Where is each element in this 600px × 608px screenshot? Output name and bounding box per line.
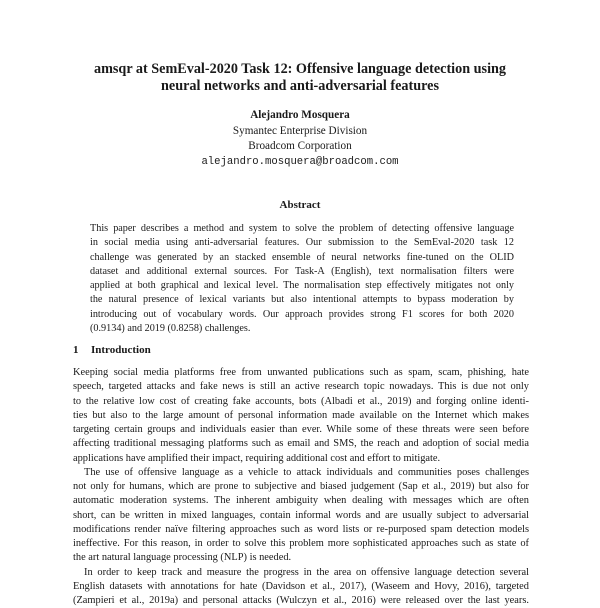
affiliation-company: Broadcom Corporation [248, 140, 352, 152]
title-line-2: neural networks and anti-adversarial features [161, 78, 439, 94]
paper-title [60, 61, 540, 95]
intro-line: affecting traditional messaging platforms such as email and SMS, the reach and adoption of social media [73, 438, 529, 450]
intro-line: ties but also to the large amount of personal information made available on the Internet which makes [73, 409, 529, 421]
abstract-line: (0.9134) and 2019 (0.8258) challenges. [90, 322, 251, 334]
abstract-line: introducing out of vocabulary words. Our approach provides strong F1 scores for both 2020 [90, 308, 514, 320]
intro-line: the art natural language processing (NLP) is needed. [73, 552, 292, 564]
section-heading-introduction [73, 344, 151, 356]
author-name: Alejandro Mosquera [250, 109, 350, 121]
affiliation-division: Symantec Enterprise Division [232, 124, 368, 137]
author-block [100, 108, 500, 170]
intro-line: automatic moderation systems. The inherent ambiguity when dealing with messages which are often [73, 495, 529, 507]
abstract-heading: Abstract [279, 199, 321, 211]
intro-line: In order to keep track and measure the progress in the area on offensive language detection several [84, 566, 529, 578]
section-title: Introduction [91, 344, 151, 356]
author-email: alejandro.mosquera@broadcom.com [201, 155, 399, 168]
abstract-line: applied at both graphical and lexical level. The normalisation step effectively mitigates not only [90, 280, 514, 291]
abstract-line: in social media using anti-adversarial features. Our submission to the SemEval-2020 task 12 [90, 237, 514, 249]
intro-line: modifications render naïve filtering approaches such as word lists or re-purposed spam detection models [73, 523, 529, 535]
abstract-line: This paper describes a method and system to solve the problem of detecting offensive language [90, 223, 514, 234]
title-line-1: amsqr at SemEval-2020 Task 12: Offensive language detection using [94, 61, 506, 77]
intro-line: The use of offensive language as a vehicle to attack individuals and communities poses challenges [84, 466, 529, 478]
intro-line: ineffective. For this reason, in order to solve this problem more sophisticated approaches such as state of [73, 538, 529, 550]
intro-line: speech, targeted attacks and fake news is still an active research topic nowadays. This is due not only [73, 381, 529, 393]
intro-line: targeting certain groups and individuals easier than ever. While some of these threats were seen before [73, 424, 529, 435]
abstract-line: dataset and additional external sources. For Task-A (English), text normalisation filters were [90, 265, 514, 277]
intro-line: short, can be written in mixed languages, contain informal words and are usually subject to adversarial [73, 509, 529, 521]
abstract-line: challenge was generated by an stacked ensemble of neural networks fine-tuned on the OLID [90, 251, 514, 263]
intro-line: (Zampieri et al., 2019a) and personal attacks (Wulczyn et al., 2016) were released over the last years. [73, 595, 529, 607]
abstract-body [90, 222, 514, 336]
intro-line: applications have amplified their impact, requiring additional cost and effort to mitigate. [73, 452, 441, 464]
intro-line: English datasets with annotations for hate (Davidson et al., 2017), (Waseem and Hovy, 2016), targeted [73, 580, 529, 592]
intro-line: Keeping social media platforms free from unwanted publications such as spam, scam, phishing, hate [73, 367, 529, 378]
abstract-line: the natural presence of lexical variants but also intentional attempts to bypass moderation by [90, 294, 514, 306]
intro-line: not only for humans, which are prone to subjective and biased judgement (Sap et al., 2019) but also for [73, 481, 529, 493]
intro-line: to the relative low cost of creating fake accounts, bots (Albadi et al., 2019) and forging online identi- [73, 395, 529, 407]
introduction-body [73, 366, 529, 608]
section-number: 1 [73, 344, 79, 356]
